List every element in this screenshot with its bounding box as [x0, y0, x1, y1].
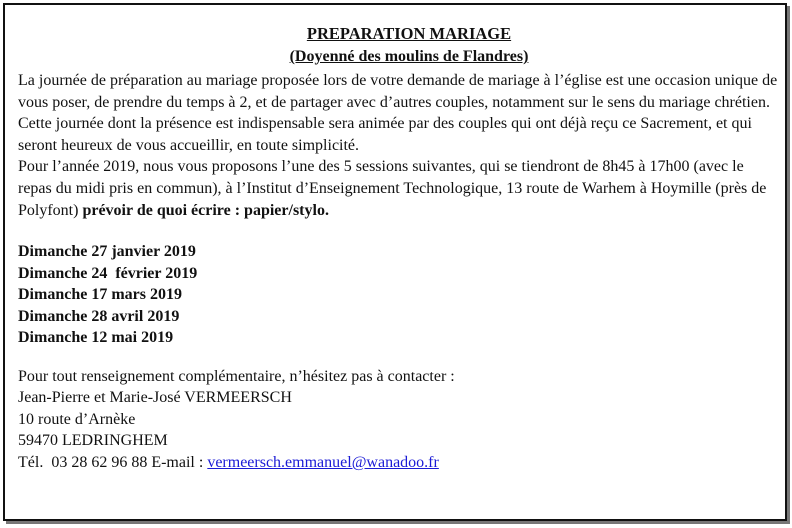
session-date-5: Dimanche 12 mai 2019 [18, 329, 174, 347]
document-frame [3, 3, 787, 521]
session-date-2: Dimanche 24 février 2019 [18, 264, 198, 282]
contact-phone-line [18, 452, 780, 474]
spacer [18, 349, 780, 366]
session-date-4: Dimanche 28 avril 2019 [18, 307, 180, 325]
sessions-paragraph [18, 156, 780, 221]
description-paragraph: Cette journée dont la présence est indispensable sera animée par des couples qui ont déjà reçu ce Sacrement, et qui seront heureux de vous accueillir, en toute simplicité. [18, 115, 752, 154]
spacer [18, 221, 780, 241]
supplies-note: prévoir de quoi écrire : papier/stylo. [82, 201, 329, 219]
session-date-3: Dimanche 17 mars 2019 [18, 286, 182, 304]
session-date-1: Dimanche 27 janvier 2019 [18, 243, 196, 261]
email-link[interactable]: vermeersch.emmanuel@wanadoo.fr [207, 454, 439, 472]
contact-names: Jean-Pierre et Marie-José VERMEERSCH [18, 389, 292, 407]
intro-paragraph: La journée de préparation au mariage proposée lors de votre demande de mariage à l’église est une occasion unique de vous poser, de prendre du temps à 2, et de partager avec d’autres couples, notamment sur le sens du mariage chrétien. [18, 72, 778, 111]
contact-intro: Pour tout renseignement complémentaire, n’hésitez pas à contacter : [18, 367, 455, 385]
contact-city: 59470 LEDRINGHEM [18, 432, 168, 450]
contact-street: 10 route d’Arnèke [18, 410, 136, 428]
document-body [18, 22, 780, 474]
document-title: PREPARATION MARIAGE [306, 24, 512, 43]
sessions-text: Pour l’année 2019, nous vous proposons l’une des 5 sessions suivantes, qui se tiendront de 8h45 à 17h00 (avec le repas du midi pris en commun), à l’Institut d’Enseignement Technologique, 13 route de Warhem à Hoymille (près de Polyfont) [18, 158, 767, 219]
document-subtitle: (Doyenné des moulins de Flandres) [289, 48, 529, 65]
phone-and-email-label: Tél. 03 28 62 96 88 E-mail : [18, 454, 208, 472]
